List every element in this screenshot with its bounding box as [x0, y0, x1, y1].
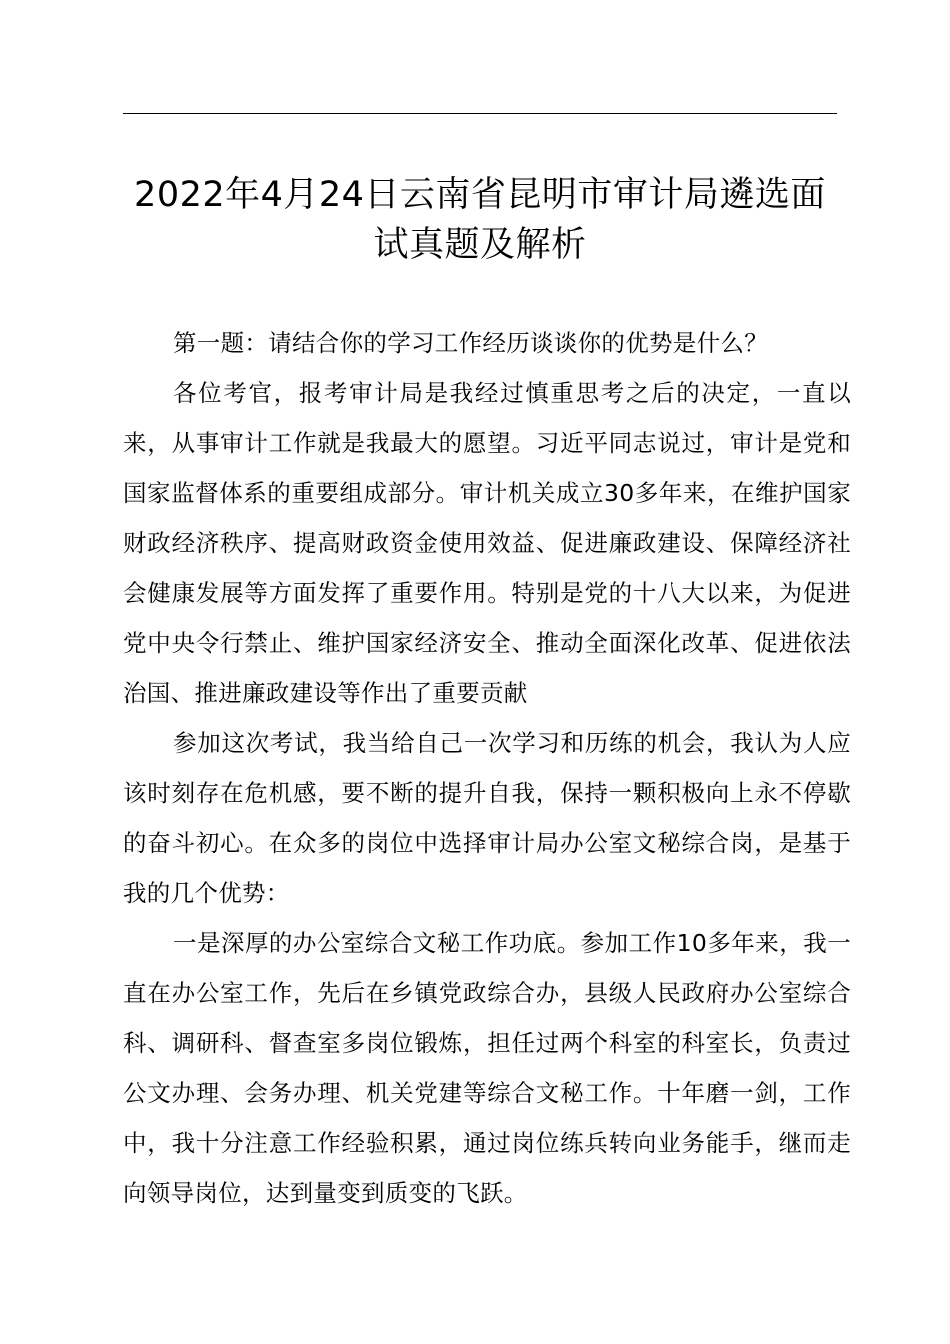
paragraph: 参加这次考试，我当给自己一次学习和历练的机会，我认为人应该时刻存在危机感，要不断的提升自我，保持一颗积极向上永不停歇的奋斗初心。在众多的岗位中选择审计局办公室文秘综合岗，是基于我的几个优势： [123, 729, 851, 907]
header-rule [123, 113, 837, 114]
paragraph: 一是深厚的办公室综合文秘工作功底。参加工作10多年来，我一直在办公室工作，先后在乡镇党政综合办，县级人民政府办公室综合科、调研科、督查室多岗位锻炼，担任过两个科室的科室长，负责过公文办理、会务办理、机关党建等综合文秘工作。十年磨一剑，工作中，我十分注意工作经验积累，通过岗位练兵转向业务能手，继而走向领导岗位，达到量变到质变的飞跃。 [123, 929, 851, 1207]
document-title: 2022年4月24日云南省昆明市审计局遴选面试真题及解析 [134, 175, 826, 265]
paragraph: 各位考官，报考审计局是我经过慎重思考之后的决定，一直以来，从事审计工作就是我最大的愿望。习近平同志说过，审计是党和国家监督体系的重要组成部分。审计机关成立30多年来，在维护国家财政经济秩序、提高财政资金使用效益、促进廉政建设、保障经济社会健康发展等方面发挥了重要作用。特别是党的十八大以来，为促进党中央令行禁止、维护国家经济安全、推动全面深化改革、促进依法治国、推进廉政建设等作出了重要贡献 [123, 379, 851, 707]
document-body [123, 318, 851, 1218]
question-heading: 第一题：请结合你的学习工作经历谈谈你的优势是什么？ [173, 329, 768, 357]
